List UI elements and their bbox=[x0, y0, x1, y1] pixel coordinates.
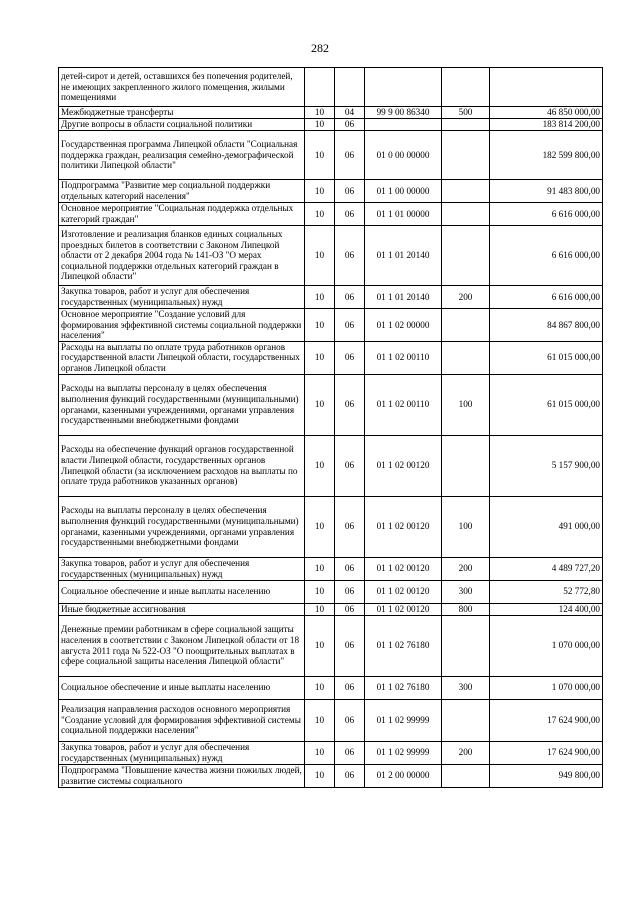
row-name: Реализация направления расходов основного мероприятия "Создание условий для формирования эффективной системы социальной поддержки населения" bbox=[59, 699, 305, 741]
row-expense-type: 100 bbox=[442, 374, 490, 435]
row-target-article: 01 0 00 00000 bbox=[365, 131, 442, 180]
row-target-article: 99 9 00 86340 bbox=[365, 107, 442, 119]
table-row bbox=[59, 341, 603, 374]
row-target-article bbox=[365, 119, 442, 131]
row-amount: 17 624 900,00 bbox=[490, 699, 603, 741]
row-section: 10 bbox=[305, 741, 335, 764]
row-name: Закупка товаров, работ и услуг для обеспечения государственных (муниципальных) нужд bbox=[59, 741, 305, 764]
row-section: 10 bbox=[305, 341, 335, 374]
table-row bbox=[59, 496, 603, 557]
row-expense-type bbox=[442, 615, 490, 676]
budget-table bbox=[58, 67, 603, 788]
row-expense-type bbox=[442, 764, 490, 787]
row-name: Подпрограмма "Развитие мер социальной поддержки отдельных категорий населения" bbox=[59, 180, 305, 203]
table-row bbox=[59, 764, 603, 787]
table-row bbox=[59, 309, 603, 342]
row-expense-type: 200 bbox=[442, 741, 490, 764]
row-subsection: 06 bbox=[335, 226, 365, 286]
row-subsection: 06 bbox=[335, 603, 365, 615]
row-name: Расходы на обеспечение функций органов государственной власти Липецкой области, государственных органов Липецкой области (за исключением расходов на выплаты по оплате труда работников указанных органов) bbox=[59, 435, 305, 496]
row-section bbox=[305, 68, 335, 107]
row-subsection: 06 bbox=[335, 435, 365, 496]
row-expense-type bbox=[442, 119, 490, 131]
row-target-article: 01 1 01 20140 bbox=[365, 286, 442, 309]
table-row bbox=[59, 180, 603, 203]
row-subsection: 06 bbox=[335, 341, 365, 374]
table-row bbox=[59, 131, 603, 180]
row-subsection: 06 bbox=[335, 580, 365, 603]
row-name: Государственная программа Липецкой области "Социальная поддержка граждан, реализация семейно-демографической политики Липецкой области" bbox=[59, 131, 305, 180]
row-section: 10 bbox=[305, 615, 335, 676]
row-name: Расходы на выплаты по оплате труда работников органов государственной власти Липецкой области, государственных органов Липецкой области bbox=[59, 341, 305, 374]
row-amount: 91 483 800,00 bbox=[490, 180, 603, 203]
row-name: Закупка товаров, работ и услуг для обеспечения государственных (муниципальных) нужд bbox=[59, 557, 305, 580]
row-expense-type bbox=[442, 341, 490, 374]
row-expense-type: 800 bbox=[442, 603, 490, 615]
row-amount: 84 867 800,00 bbox=[490, 309, 603, 342]
row-amount: 491 000,00 bbox=[490, 496, 603, 557]
row-section: 10 bbox=[305, 180, 335, 203]
row-expense-type: 500 bbox=[442, 107, 490, 119]
row-subsection: 06 bbox=[335, 203, 365, 226]
row-target-article: 01 1 02 00120 bbox=[365, 603, 442, 615]
row-amount: 183 814 200,00 bbox=[490, 119, 603, 131]
row-amount: 6 616 000,00 bbox=[490, 226, 603, 286]
row-name: Межбюджетные трансферты bbox=[59, 107, 305, 119]
table-row bbox=[59, 603, 603, 615]
row-expense-type bbox=[442, 699, 490, 741]
row-name: Закупка товаров, работ и услуг для обеспечения государственных (муниципальных) нужд bbox=[59, 286, 305, 309]
row-expense-type: 200 bbox=[442, 286, 490, 309]
row-name: Подпрограмма "Повышение качества жизни пожилых людей, развитие системы социального bbox=[59, 764, 305, 787]
table-row bbox=[59, 741, 603, 764]
row-subsection: 06 bbox=[335, 180, 365, 203]
table-row bbox=[59, 580, 603, 603]
row-target-article: 01 1 02 76180 bbox=[365, 615, 442, 676]
row-subsection: 06 bbox=[335, 496, 365, 557]
row-name: Другие вопросы в области социальной политики bbox=[59, 119, 305, 131]
row-amount: 6 616 000,00 bbox=[490, 203, 603, 226]
row-target-article: 01 1 02 99999 bbox=[365, 699, 442, 741]
row-name: Социальное обеспечение и иные выплаты населению bbox=[59, 580, 305, 603]
row-section: 10 bbox=[305, 676, 335, 699]
table-row bbox=[59, 286, 603, 309]
row-expense-type bbox=[442, 203, 490, 226]
row-amount: 1 070 000,00 bbox=[490, 615, 603, 676]
table-row bbox=[59, 435, 603, 496]
row-subsection: 06 bbox=[335, 676, 365, 699]
table-row bbox=[59, 203, 603, 226]
row-name: Расходы на выплаты персоналу в целях обеспечения выполнения функций государственными (муниципальными) органами, казенными учреждениями, органами управления государственными внебюджетными фондами bbox=[59, 374, 305, 435]
row-amount: 17 624 900,00 bbox=[490, 741, 603, 764]
row-expense-type: 300 bbox=[442, 676, 490, 699]
row-section: 10 bbox=[305, 699, 335, 741]
row-target-article: 01 1 02 00110 bbox=[365, 374, 442, 435]
row-target-article: 01 1 02 00110 bbox=[365, 341, 442, 374]
row-amount: 61 015 000,00 bbox=[490, 341, 603, 374]
row-name: Расходы на выплаты персоналу в целях обеспечения выполнения функций государственными (муниципальными) органами, казенными учреждениями, органами управления государственными внебюджетными фондами bbox=[59, 496, 305, 557]
row-subsection: 06 bbox=[335, 131, 365, 180]
row-section: 10 bbox=[305, 131, 335, 180]
row-section: 10 bbox=[305, 203, 335, 226]
row-target-article: 01 1 02 99999 bbox=[365, 741, 442, 764]
row-expense-type bbox=[442, 435, 490, 496]
row-target-article: 01 1 01 00000 bbox=[365, 203, 442, 226]
row-name: детей-сирот и детей, оставшихся без попечения родителей, не имеющих закрепленного жилого помещения, жилыми помещениями bbox=[59, 68, 305, 107]
row-section: 10 bbox=[305, 107, 335, 119]
row-section: 10 bbox=[305, 603, 335, 615]
row-target-article: 01 1 02 00120 bbox=[365, 580, 442, 603]
row-section: 10 bbox=[305, 226, 335, 286]
row-section: 10 bbox=[305, 309, 335, 342]
row-subsection: 06 bbox=[335, 741, 365, 764]
row-subsection: 06 bbox=[335, 764, 365, 787]
row-target-article: 01 2 00 00000 bbox=[365, 764, 442, 787]
row-expense-type: 100 bbox=[442, 496, 490, 557]
row-amount: 6 616 000,00 bbox=[490, 286, 603, 309]
table-row bbox=[59, 615, 603, 676]
row-name: Основное мероприятие "Социальная поддержка отдельных категорий граждан" bbox=[59, 203, 305, 226]
row-subsection bbox=[335, 68, 365, 107]
row-expense-type: 200 bbox=[442, 557, 490, 580]
row-section: 10 bbox=[305, 286, 335, 309]
row-subsection: 04 bbox=[335, 107, 365, 119]
page-number: 282 bbox=[311, 41, 329, 55]
table-row bbox=[59, 107, 603, 119]
table-row bbox=[59, 226, 603, 286]
row-target-article: 01 1 00 00000 bbox=[365, 180, 442, 203]
table-row bbox=[59, 557, 603, 580]
row-section: 10 bbox=[305, 374, 335, 435]
row-subsection: 06 bbox=[335, 286, 365, 309]
row-amount: 4 489 727,20 bbox=[490, 557, 603, 580]
row-target-article bbox=[365, 68, 442, 107]
row-section: 10 bbox=[305, 580, 335, 603]
row-target-article: 01 1 02 00120 bbox=[365, 557, 442, 580]
table-row bbox=[59, 676, 603, 699]
row-target-article: 01 1 02 00120 bbox=[365, 496, 442, 557]
row-section: 10 bbox=[305, 119, 335, 131]
row-expense-type bbox=[442, 131, 490, 180]
row-amount: 949 800,00 bbox=[490, 764, 603, 787]
row-expense-type: 300 bbox=[442, 580, 490, 603]
row-section: 10 bbox=[305, 764, 335, 787]
row-name: Иные бюджетные ассигнования bbox=[59, 603, 305, 615]
row-name: Изготовление и реализация бланков единых социальных проездных билетов в соответствии с Законом Липецкой области от 2 декабря 2004 года № 141-ОЗ "О мерах социальной поддержки отдельных категорий граждан в Липецкой области" bbox=[59, 226, 305, 286]
row-expense-type bbox=[442, 226, 490, 286]
row-amount: 46 850 000,00 bbox=[490, 107, 603, 119]
row-subsection: 06 bbox=[335, 309, 365, 342]
row-subsection: 06 bbox=[335, 119, 365, 131]
row-amount: 1 070 000,00 bbox=[490, 676, 603, 699]
row-subsection: 06 bbox=[335, 374, 365, 435]
row-amount: 52 772,80 bbox=[490, 580, 603, 603]
row-section: 10 bbox=[305, 496, 335, 557]
row-name: Социальное обеспечение и иные выплаты населению bbox=[59, 676, 305, 699]
row-target-article: 01 1 02 76180 bbox=[365, 676, 442, 699]
row-target-article: 01 1 01 20140 bbox=[365, 226, 442, 286]
table-row bbox=[59, 68, 603, 107]
table-row bbox=[59, 699, 603, 741]
row-amount: 182 599 800,00 bbox=[490, 131, 603, 180]
row-name: Денежные премии работникам в сфере социальной защиты населения в соответствии с Законом Липецкой области от 18 августа 2011 года № 522-ОЗ "О поощрительных выплатах в сфере социальной защиты населения Липецкой области" bbox=[59, 615, 305, 676]
row-expense-type bbox=[442, 180, 490, 203]
row-section: 10 bbox=[305, 557, 335, 580]
row-target-article: 01 1 02 00000 bbox=[365, 309, 442, 342]
row-target-article: 01 1 02 00120 bbox=[365, 435, 442, 496]
row-amount: 61 015 000,00 bbox=[490, 374, 603, 435]
row-subsection: 06 bbox=[335, 699, 365, 741]
table-row bbox=[59, 374, 603, 435]
row-section: 10 bbox=[305, 435, 335, 496]
row-amount: 5 157 900,00 bbox=[490, 435, 603, 496]
row-subsection: 06 bbox=[335, 615, 365, 676]
row-amount: 124 400,00 bbox=[490, 603, 603, 615]
row-expense-type bbox=[442, 309, 490, 342]
table-row bbox=[59, 119, 603, 131]
row-amount bbox=[490, 68, 603, 107]
row-subsection: 06 bbox=[335, 557, 365, 580]
row-name: Основное мероприятие "Создание условий для формирования эффективной системы социальной поддержки населения" bbox=[59, 309, 305, 342]
row-expense-type bbox=[442, 68, 490, 107]
